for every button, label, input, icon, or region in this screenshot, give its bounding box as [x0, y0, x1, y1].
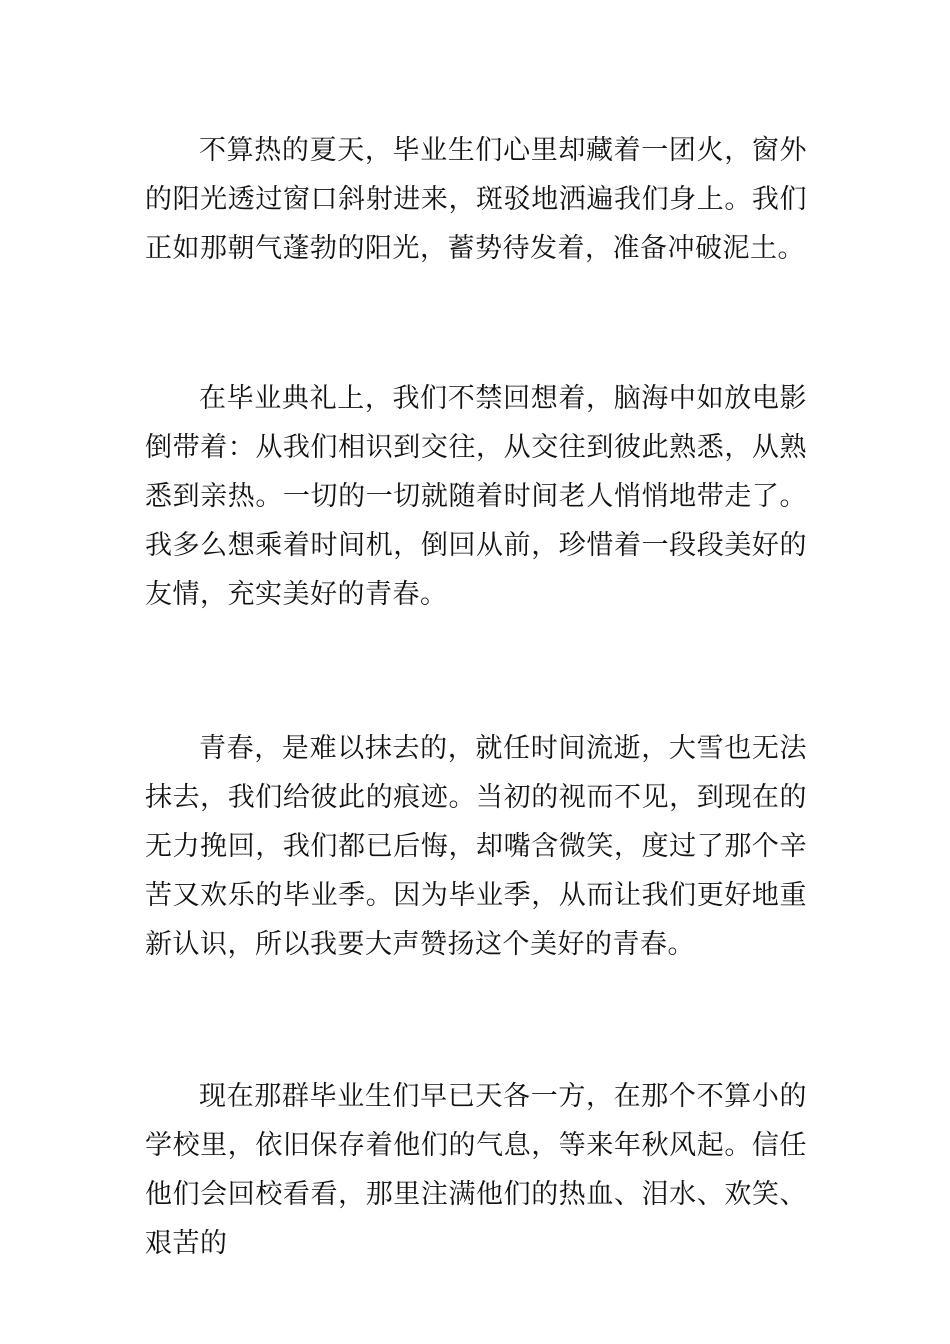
- paragraph-4: 现在那群毕业生们早已天各一方，在那个不算小的学校里，依旧保存着他们的气息，等来年秋风起。信任他们会回校看看，那里注满他们的热血、泪水、欢笑、艰苦的: [145, 1081, 807, 1259]
- paragraph-2: 在毕业典礼上，我们不禁回想着，脑海中如放电影倒带着：从我们相识到交往，从交往到彼此熟悉，从熟悉到亲热。一切的一切就随着时间老人悄悄地带走了。我多么想乘着时间机，倒回从前，珍惜着一段段美好的友情，充实美好的青春。: [145, 383, 807, 610]
- paragraph-1: 不算热的夏天，毕业生们心里却藏着一团火，窗外的阳光透过窗口斜射进来，斑驳地洒遍我们身上。我们正如那朝气蓬勃的阳光，蓄势待发着，准备冲破泥土。: [145, 135, 807, 264]
- paragraph-3: 青春，是难以抹去的，就任时间流逝，大雪也无法抹去，我们给彼此的痕迹。当初的视而不见，到现在的无力挽回，我们都已后悔，却嘴含微笑，度过了那个辛苦又欢乐的毕业季。因为毕业季，从而让我们更好地重新认识，所以我要大声赞扬这个美好的青春。: [145, 733, 807, 960]
